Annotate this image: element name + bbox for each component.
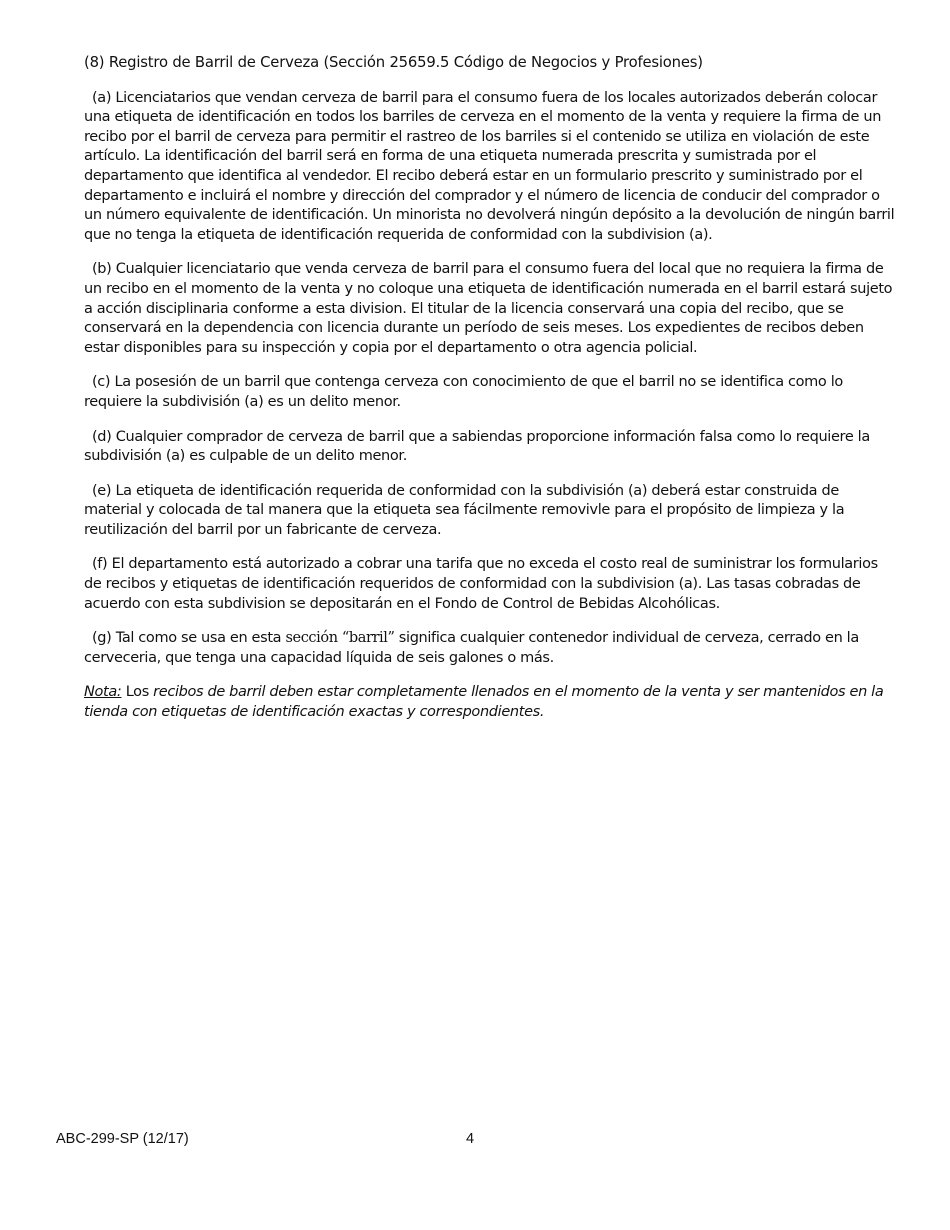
paragraph-f: (f) El departamento está autorizado a cobrar una tarifa que no exceda el costo real de suministrar los formularios de recibos y etiquetas de identificación requeridos de conformidad con la subdivision (a). Las tasas cobradas de acuerdo con esta subdivision se depositarán en el Fondo de Control de Bebidas Alcohólicas.: [84, 556, 878, 612]
note-label: Nota:: [84, 684, 122, 701]
paragraph-e: (e) La etiqueta de identificación requerida de conformidad con la subdivisión (a) deberá estar construida de material y colocada de tal manera que la etiqueta sea fácilmente removivle para el propósito de limpieza y la reutilización del barril por un fabricante de cerveza.: [84, 482, 845, 538]
note-word: Los: [121, 684, 149, 701]
paragraph-a: (a) Licenciatarios que vendan cerveza de barril para el consumo fuera de los locales autorizados deberán colocar una etiqueta de identificación en todos los barriles de cerveza en el momento de la venta y requiere la firma de un recibo por el barril de cerveza para permitir el rastreo de los barriles si el contenido se utiliza en violación de este artículo. La identificación del barril será en forma de una etiqueta numerada prescrita y sumistrada por el departamento que identifica al vendedor. El recibo deberá estar en un formulario prescrito y suministrado por el departamento e incluirá el nombre y dirección del comprador y el número de licencia de conducir del comprador o un número equivalente de identificación. Un minorista no devolverá ningún depósito a la devolución de ningún barril que no tenga la etiqueta de identificación requerida de conformidad con la subdivision (a).: [84, 89, 895, 243]
paragraph-g: [84, 629, 896, 668]
paragraph-g-start: (g) Tal como se usa en esta: [92, 630, 286, 647]
note: [84, 683, 896, 722]
footer-page-number: 4: [466, 1131, 475, 1147]
paragraph-d: (d) Cualquier comprador de cerveza de barril que a sabiendas proporcione información falsa como lo requiere la subdivisión (a) es culpable de un delito menor.: [84, 428, 870, 465]
document-body: [84, 53, 896, 723]
note-text: recibos de barril deben estar completamente llenados en el momento de la venta y ser mantenidos en la tienda con etiquetas de identificación exactas y correspondientes.: [84, 684, 884, 721]
paragraph-g-end: significa cualquier contenedor individual de cerveza, cerrado en la cerveceria, que tenga una capacidad líquida de seis galones o más.: [84, 630, 859, 666]
section-heading: (8) Registro de Barril de Cerveza (Sección 25659.5 Código de Negocios y Profesiones): [84, 54, 703, 71]
barril-term: sección “barril”: [285, 630, 395, 647]
footer-form-code: ABC-299-SP (12/17): [56, 1131, 189, 1147]
paragraph-c: (c) La posesión de un barril que contenga cerveza con conocimiento de que el barril no se identifica como lo requiere la subdivisión (a) es un delito menor.: [84, 374, 843, 410]
paragraph-b: (b) Cualquier licenciatario que venda cerveza de barril para el consumo fuera del local que no requiera la firma de un recibo en el momento de la venta y no coloque una etiqueta de identificación numerada en el barril estará sujeto a acción disciplinaria conforme a esta division. El titular de la licencia conservará una copia del recibo, que se conservará en la dependencia con licencia durante un período de seis meses. Los expedientes de recibos deben estar disponibles para su inspección y copia por el departamento o otra agencia policial.: [84, 261, 893, 356]
